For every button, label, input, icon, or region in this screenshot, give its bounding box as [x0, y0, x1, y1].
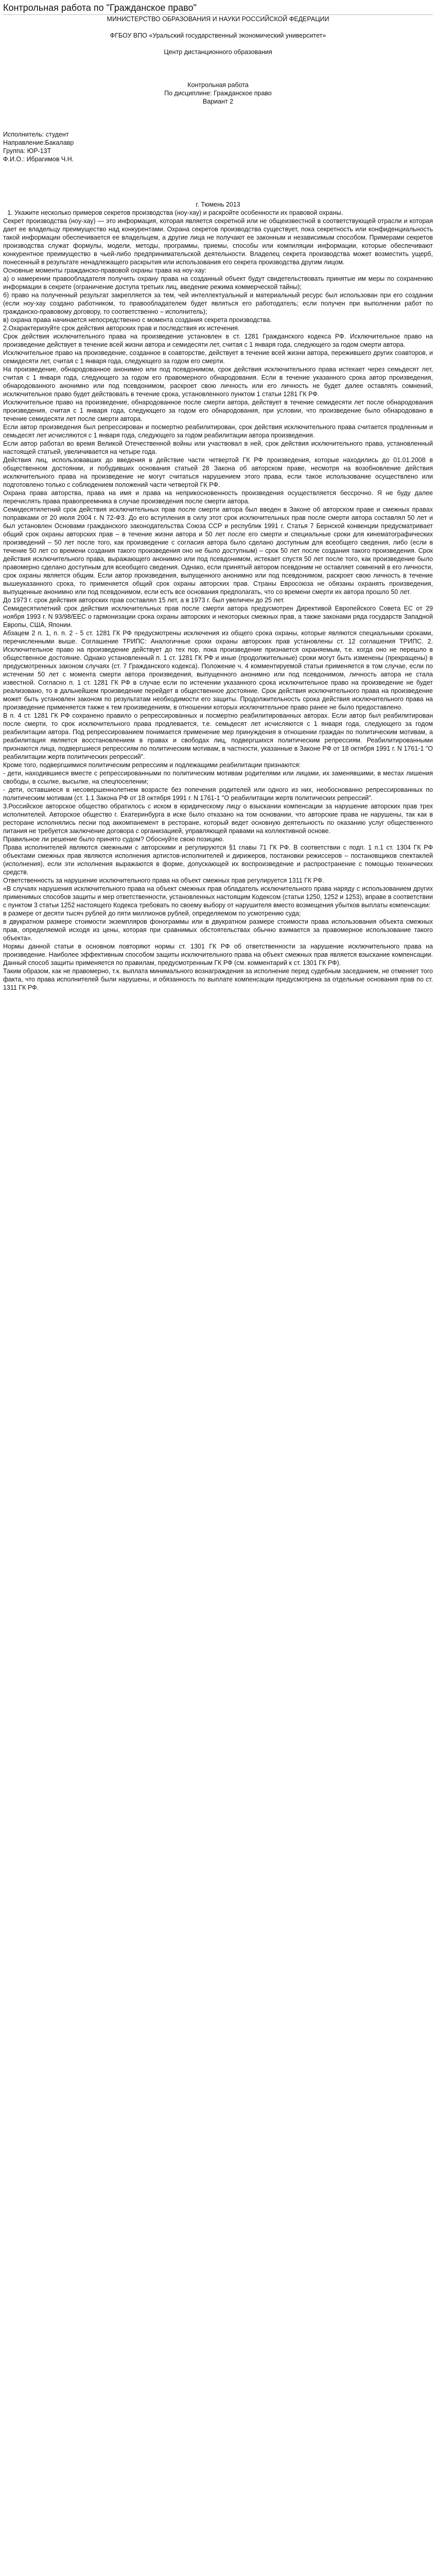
executor: Исполнитель: студент	[3, 131, 69, 138]
ministry-line: МИНИСТЕРСТВО ОБРАЗОВАНИЯ И НАУКИ РОССИЙСКОЙ ФЕДЕРАЦИИ	[107, 15, 329, 23]
body-paragraph: Действия лиц, использовавших до введения в действие части четвертой ГК РФ произведения, которые находились до 01.01.2008 в общественном достоянии, и побудивших основания статьей 28 Закона об авторском праве, несмотря на возобновление действия исключительного права на произведение не могут считаться нарушением этого права, если такое использование осуществлено или подготовлено только с соблюдением положений части четвертой ГК РФ.	[3, 456, 433, 488]
university-line: ФГБОУ ВПО «Уральский государственный экономический университет»	[110, 32, 326, 39]
body-paragraph: - дети, находившиеся вместе с репрессированными по политическим мотивам родителями или лицами, их заменявшими, в местах лишения свободы, в ссылке, высылке, на спецпоселении;	[3, 770, 433, 785]
body-paragraph: Основные моменты гражданско-правовой охраны трава на ноу-хау:	[3, 267, 206, 274]
body-paragraph: Если автор произведения был репрессирован и посмертно реабилитирован, срок действия исключительного права считается продленным и семьдесят лет исчисляются с 1 января года, следующего за годом реабилитации автора произведения.	[3, 423, 433, 439]
body-paragraph: Срок действия исключительного права на произведение установлен в ст. 1281 Гражданского кодекса РФ. Исключительное право на произведение действует в течение всей жизни автора и семидесяти лет, считая с 1 января года, следующего за годом смерти автора.	[3, 333, 433, 348]
body-paragraph: в двукратном размере стоимости экземпляров фонограммы или в двукратном размере стоимости права использования объекта смежных прав, определяемой исходя из цены, которая при сравнимых обстоятельствах обычно взимается за правомерное использование такого объекта».	[3, 918, 433, 942]
body-paragraph: Ответственность за нарушение исключительного права на объект смежных прав регулируется 1311 ГК РФ.	[3, 877, 324, 884]
body-paragraph: Исключительное право на произведение, обнародованное после смерти автора, действует в течение семидесяти лет после обнародования произведения, считая с 1 января года, следующего за годом его обнародования, при условии, что произведение было обнародовано в течение семидесяти лет после смерти автора.	[3, 399, 433, 422]
body-paragraph: Нормы данной статьи в основном повторяют нормы ст. 1301 ГК РФ об ответственности за нарушение исключительного права на произведение. Наиболее эффективным способом защиты исключительного права на объект смежных прав является взыскание компенсации. Данный способ защиты применяется по правилам, предусмотренным ГК РФ (см. комментарий к ст. 1301 ГК РФ).	[3, 943, 433, 967]
body-paragraph: Секрет производства (ноу-хау) — это информация, которая является секретной или не общеизвестной в соответствующей отрасли и которая дает ее владельцу преимущество над конкурентами. Охрана секретов производства существует, пока секретность или конфиденциальность такой информации обеспечивается ее владельцем, а другие лица не получают ее законным и независимым способом. Примерами секретов производства служат формулы, модели, методы, программы, приемы, способы или компиляции информации, которые обеспечивают конкурентное преимущество в чьей-либо предпринимательской деятельности. Владелец секрета производства может возместить ущерб, понесенный в результате ненадлежащего раскрытия или использования его секрета производства другим лицом.	[3, 217, 433, 266]
body-paragraph: Правильное ли решение было принято судом? Обоснуйте свою позицию.	[3, 836, 224, 843]
work-type: Контрольная работа	[187, 81, 249, 89]
center-line: Центр дистанционного образования	[164, 48, 272, 56]
body-paragraph: - дети, оставшиеся в несовершеннолетнем возрасте без попечения родителей или одного из них, необоснованно репрессированных по политическим мотивам (ст. 1.1 Закона РФ от 18 октября 1991 г. N 1761-1 "О реабилитации жертв политических репрессий".	[3, 786, 433, 802]
body-paragraph: 3.Российское авторское общество обратилось с иском в юридическому лицу о взыскании компенсации за нарушение авторских прав трех исполнителей. Авторское общество г. Екатеринбурга в иске было отказано на том основании, что авторские права не нарушены, так как в ресторане исполнялись песни под аккомпанемент в ресторане, который ведет основную деятельность по оказанию услуг общественного питания не требуется заключение договора с организацией, управляющей правами на коллективной основе.	[3, 803, 433, 835]
body-paragraph: в размере от десяти тысяч рублей до пяти миллионов рублей, определяемом по усмотрению суда;	[3, 910, 301, 917]
body-paragraph: Таким образом, как не правомерно, т.к. выплата минимального вознаграждения за исполнение перед судебным заседанием, не отменяет того факта, что права исполнителей были нарушены, и обязанность по выплате компенсации предусмотрена за отдельные основания прав по ст. 1311 ГК РФ.	[3, 968, 433, 991]
body-paragraph: Кроме того, подвергшимися политическим репрессиям и подлежащими реабилитации признаются:	[3, 761, 301, 769]
body-paragraph: Семидесятилетний срок действия исключительных прав после смерти автора предусмотрен Директивой Европейского Совета ЕС от 29 ноября 1993 г. N 93/98/EEC о гармонизации срока охраны авторских и некоторых смежных прав, а также законами ряда государств Западной Европы, США, Японии.	[3, 605, 433, 629]
body-paragraph: в) охрана права начинается непосредственно с момента создания секрета производства.	[3, 316, 272, 324]
body-paragraph: Охрана права авторства, права на имя и права на неприкосновенность произведения осуществляется бессрочно. Я не буду далее перечислять права правопреемника в случае произведения после смерти автора.	[3, 489, 433, 505]
group: Группа: ЮР-13Т	[3, 147, 51, 155]
body-paragraph: Исключительное право на произведение, созданное в соавторстве, действует в течение всей жизни автора, пережившего других соавторов, и семидесяти лет, считая с 1 января года, следующего за годом его смерти.	[3, 349, 433, 365]
body-paragraph: Права исполнителей являются смежными с авторскими и регулируются §1 главы 71 ГК РФ. В соответствии с подп. 1 п.1 ст. 1304 ГК РФ объектами смежных прав являются исполнения артистов-исполнителей и дирижеров, постановки режиссеров – постановщиков спектаклей (исполнения), если эти исполнения выражаются в форме, допускающей их воспроизведение и распространение с помощью технических средств.	[3, 844, 433, 876]
body-paragraph: В п. 4 ст. 1281 ГК РФ сохранено правило о репрессированных и посмертно реабилитированных авторах. Если автор был реабилитирован после смерти, то срок исключительного права продлевается, т.е. семьдесят лет исчисляются с 1 января года, следующего за годом реабилитации автора. Под репрессированием понимается применение мер принуждения в отношении граждан по политическим мотивам, а реабилитация является восстановлением в правах и свободах лиц, подвергшихся политическим репрессиям. Реабилитированными признаются лица, подвергшиеся репрессиям по политическим мотивам, в частности, указанные в Законе РФ от 18 октября 1991 г. N 1761-1 "О реабилитации жертв политических репрессий".	[3, 712, 433, 760]
body-paragraph: 2.Охарактеризуйте срок действия авторских прав и последствия их истечения.	[3, 325, 240, 332]
body-paragraph: «В случаях нарушения исключительного права на объект смежных прав обладатель исключительного права наряду с использованием других применимых способов защиты и мер ответственности, установленных настоящим Кодексом (статьи 1250, 1252 и 1253), вправе в соответствии с пунктом 3 статьи 1252 настоящего Кодекса требовать по своему выбору от нарушителя вместо возмещения убытков выплаты компенсации:	[3, 885, 433, 909]
body-paragraph: Абзацем 2 п. 1, п. п. 2 - 5 ст. 1281 ГК РФ предусмотрены исключения из общего срока охраны, которые являются специальными сроками, перечисленными выше. Соглашение ТРИПС: Аналогичные сроки охраны авторских прав установлены ст. 12 соглашения ТРИПС. 2. Исключительное право на произведение действует до тех пор, пока произведение признается охраняемым, т.е. когда оно не перешло в общественное достояние. Однако установленный п. 1 ст. 1281 ГК РФ и иные (продолжительные) сроки могут быть изменены (прекращены) в предусмотренных законом случаях (ст. 7 Гражданского кодекса). Положение ч. 4 комментируемой статьи применяется в том случае, если по истечении 50 лет с момента смерти автора произведения, выпущенного анонимно или под псевдонимом, личность автора не стала известной. Согласно п. 1 ст. 1281 ГК РФ в случае если по истечении указанного срока исключительное право на произведение не будет реализовано, то в дальнейшем произведение перейдет в общественное достояние. Срок действия исключительного права на произведение может быть установлен законом по результатам необходимости его защиты. Продолжительность срока действия исключительного права на произведение применяется также к тем произведениям, в отношении которых исключительное право ранее не было предоставлено.	[3, 630, 433, 711]
discipline: По дисциплине: Гражданское право	[164, 90, 272, 97]
document-body	[3, 217, 433, 992]
page-title: Контрольная работа по "Гражданское право"	[3, 3, 197, 13]
body-paragraph: До 1973 г. срок действия авторских прав составлял 15 лет, а в 1973 г. был увеличен до 25 лет.	[3, 597, 285, 604]
task-list	[3, 209, 433, 217]
task-item-1: 1. Укажите несколько примеров секретов производства (ноу-хау) и раскройте особенности их правовой охраны.	[14, 209, 433, 217]
body-paragraph: а) о намерении правообладателя получить охрану права на созданный объект будут свидетельствовать принятые им меры по сохранению информации в секрете (ограничение доступа третьих лиц, введение режима коммерческой тайны);	[3, 275, 433, 291]
body-paragraph: Семидесятилетний срок действия исключительных прав после смерти автора был введен в Законе об авторском праве и смежных правах поправками от 20 июля 2004 г. N 72-ФЗ. До его вступления в силу этот срок исключительных прав после смерти автора составлял 50 лет и был установлен Основами гражданского законодательства Союза ССР и республик 1991 г. Статья 7 Бернской конвенции предусматривает общий срок охраны авторских прав – в течение жизни автора и 50 лет после его смерти и специальные сроки для кинематографических произведений – 50 лет после того, как произведение с согласия автора было сделано доступным для всеобщего сведения, либо (если в течение 50 лет со времени создания такого произведения оно не было доступным) – срок 50 лет после создания такого произведения. Срок действия исключительного права, выражающего анонимно или под псевдонимом, истекает спустя 50 лет после того, как произведение было правомерно сделано доступным для всеобщего сведения. Однако, если принятый автором псевдоним не оставляет сомнений в его личности, срок охраны является общим. Если автор произведения, выпущенного анонимно или под псевдонимом, раскроет свою личность в течение вышеуказанного срока, то применяется общий срок охраны авторских прав. Страны Евросоюза не обязаны охранять произведения, выпущенные анонимно или под псевдонимом, если есть все основания предполагать, что со времени смерти их автора прошло 50 лет.	[3, 506, 433, 596]
direction: Направление:Бакалавр	[3, 139, 74, 146]
body-paragraph: Если автор работал во время Великой Отечественной войны или участвовал в ней, срок действия исключительного права, установленный настоящей статьей, увеличивается на четыре года.	[3, 440, 433, 455]
variant: Вариант 2	[202, 98, 234, 105]
student-name: Ф.И.О.: Ибрагимов Ч.Н.	[3, 156, 74, 163]
body-paragraph: б) право на полученный результат закрепляется за тем, чей интеллектуальный и материальный ресурс был использован при его создании (если ноу-хау создано работником, то правообладателем будет являться его работодатель; если получен при выполнении работ по гражданско-правовому договору, то соответственно – исполнитель);	[3, 292, 433, 315]
body-paragraph: На произведение, обнародованное анонимно или под псевдонимом, срок действия исключительного права истекает через семьдесят лет, считая с 1 января года, следующего за годом его правомерного обнародования. Если в течение указанного срока автор произведения, обнародованного анонимно или под псевдонимом, раскроет свою личность или его личность не будет далее оставлять сомнений, исключительное право будет действовать в течение срока, установленного пунктом 1 статьи 1281 ГК РФ.	[3, 366, 433, 398]
city-year: г. Тюмень 2013	[196, 201, 240, 208]
